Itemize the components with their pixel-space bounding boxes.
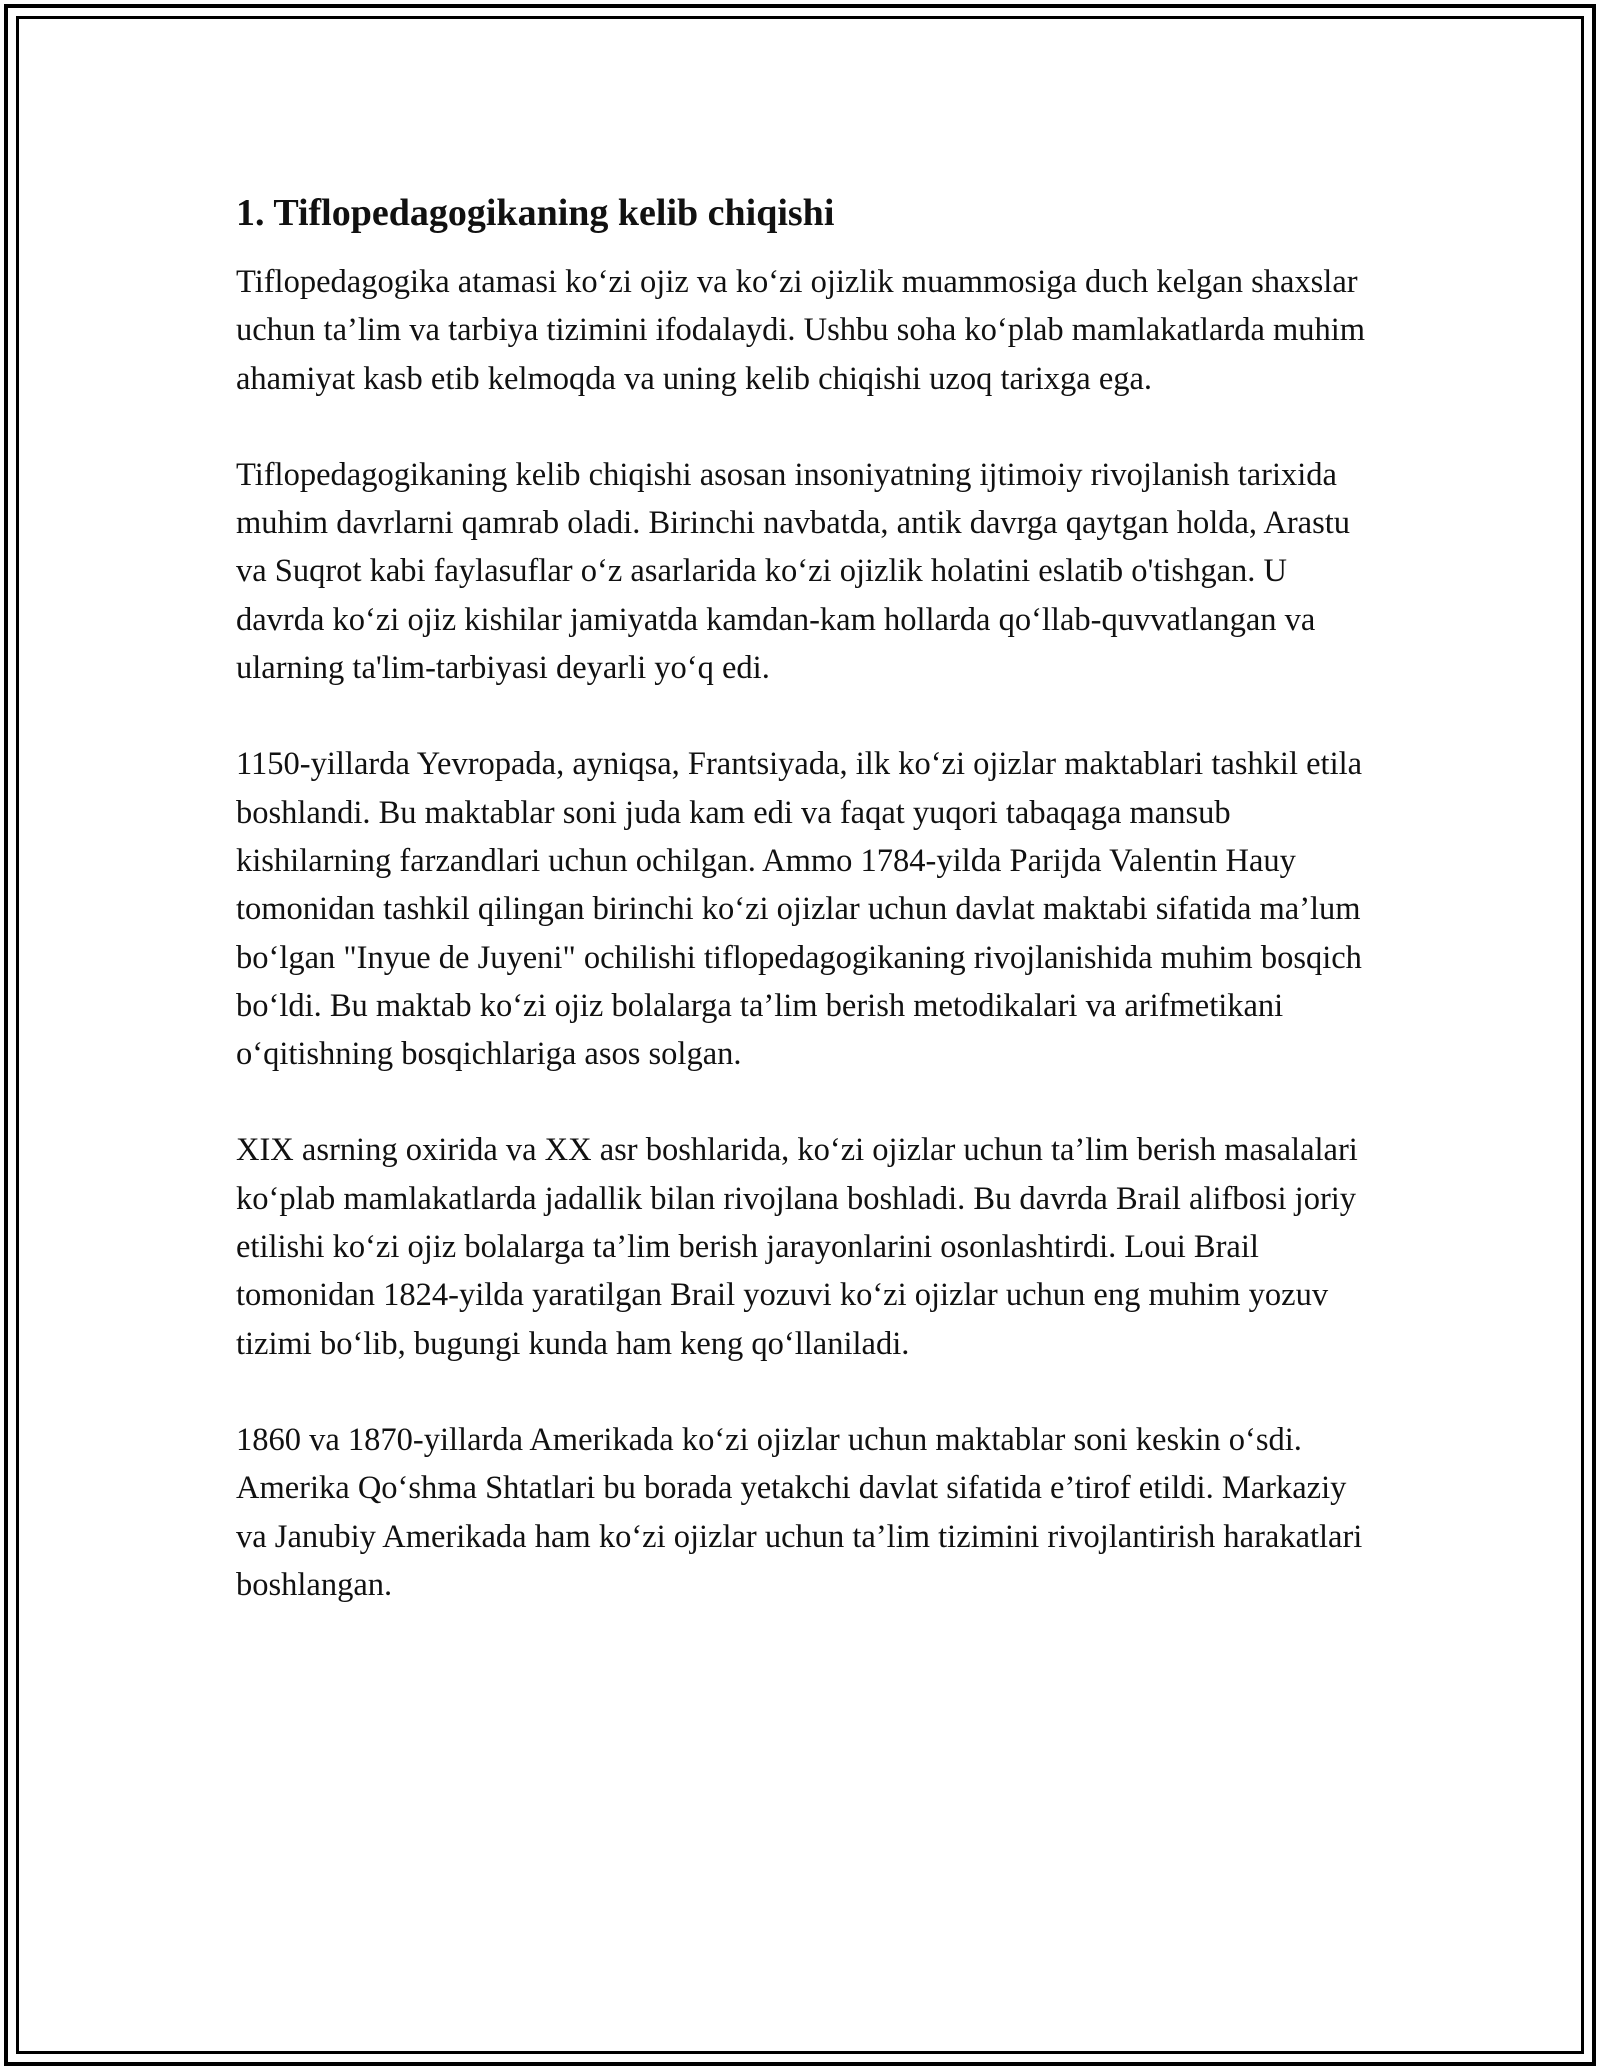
- paragraph-3: 1150-yillarda Yevropada, ayniqsa, Frantsiyada, ilk ko‘zi ojizlar maktablari tashkil etila boshlandi. Bu maktablar soni juda kam edi va faqat yuqori tabaqaga mansub kishilarning farzandlari uchun ochilgan. Ammo 1784-yilda Parijda Valentin Hauy tomonidan tashkil qilingan birinchi ko‘zi ojizlar uchun davlat maktabi sifatida ma’lum bo‘lgan "Inyue de Juyeni" ochilishi tiflopedagogikaning rivojlanishida muhim bosqich bo‘ldi. Bu maktab ko‘zi ojiz bolalarga ta’lim berish metodikalari va arifmetikani o‘qitishning bosqichlariga asos solgan.: [236, 746, 1363, 1073]
- paragraph-5: 1860 va 1870-yillarda Amerikada ko‘zi ojizlar uchun maktablar soni keskin o‘sdi. Amerika Qo‘shma Shtatlari bu borada yetakchi davlat sifatida e’tirof etildi. Markaziy va Janubiy Amerikada ham ko‘zi ojizlar uchun ta’lim tizimini rivojlantirish harakatlari boshlangan.: [236, 1421, 1363, 1603]
- paragraph-2: Tiflopedagogikaning kelib chiqishi asosan insoniyatning ijtimoiy rivojlanish tarixida muhim davrlarni qamrab oladi. Birinchi navbatda, antik davrga qaytgan holda, Arastu va Suqrot kabi faylasuflar o‘z asarlarida ko‘zi ojizlik holatini eslatib o'tishgan. U davrda ko‘zi ojiz kishilar jamiyatda kamdan-kam hollarda qo‘llab-quvvatlangan va ularning ta'lim-tarbiyasi deyarli yo‘q edi.: [236, 456, 1351, 687]
- paragraph-4: XIX asrning oxirida va XX asr boshlarida, ko‘zi ojizlar uchun ta’lim berish masalalari ko‘plab mamlakatlarda jadallik bilan rivojlana boshladi. Bu davrda Brail alifbosi joriy etilishi ko‘zi ojiz bolalarga ta’lim berish jarayonlarini osonlashtirdi. Loui Brail tomonidan 1824-yilda yaratilgan Brail yozuvi ko‘zi ojizlar uchun eng muhim yozuv tizimi bo‘lib, bugungi kunda ham keng qo‘llaniladi.: [236, 1132, 1358, 1362]
- document-body: [236, 188, 1376, 1657]
- paragraph-1: Tiflopedagogika atamasi ko‘zi ojiz va ko‘zi ojizlik muammosiga duch kelgan shaxslar uchun ta’lim va tarbiya tizimini ifodalaydi. Ushbu soha ko‘plab mamlakatlarda muhim ahamiyat kasb etib kelmoqda va uning kelib chiqishi uzoq tarixga ega.: [236, 264, 1366, 397]
- section-heading: 1. Tiflopedagogikaning kelib chiqishi: [236, 192, 835, 234]
